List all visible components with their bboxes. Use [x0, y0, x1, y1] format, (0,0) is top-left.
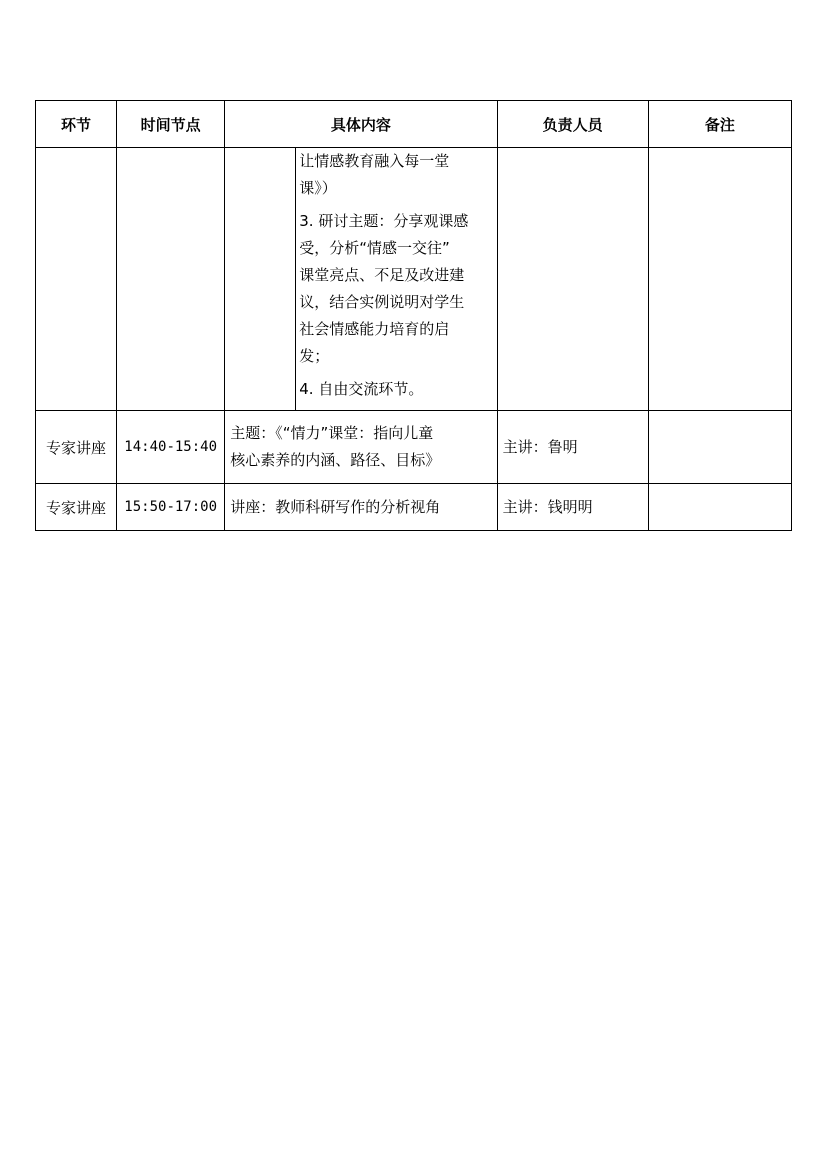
header-content: 具体内容: [225, 101, 497, 148]
nested-content: [225, 148, 496, 410]
stage-cell: 专家讲座: [36, 411, 117, 484]
table-row: [36, 148, 792, 411]
header-stage: 环节: [36, 101, 117, 148]
content-line: 社会情感能力培育的启: [299, 320, 450, 338]
content-line: 发；: [299, 347, 330, 365]
table-row: [36, 411, 792, 484]
time-cell: 14:40-15:40: [117, 411, 225, 484]
content-line: 课堂亮点、不足及改进建: [299, 266, 465, 284]
nested-right-cell: [296, 148, 496, 410]
person-cell-empty: [497, 148, 648, 411]
person-cell: 主讲：鲁明: [497, 411, 648, 484]
stage-cell: 专家讲座: [36, 484, 117, 531]
content-cell: [225, 411, 497, 484]
content-line: 议，结合实例说明对学生: [299, 293, 465, 311]
content-line: 受，分析“情感一交往”: [299, 239, 450, 257]
schedule-table: [35, 100, 792, 531]
table-row: [36, 484, 792, 531]
content-cell: 讲座：教师科研写作的分析视角: [225, 484, 497, 531]
content-line: 3. 研讨主题：分享观课感: [299, 212, 469, 230]
nested-left-cell: [225, 148, 296, 410]
time-cell: 15:50-17:00: [117, 484, 225, 531]
person-cell: 主讲：钱明明: [497, 484, 648, 531]
content-line: 让情感教育融入每一堂: [299, 152, 450, 170]
header-time: 时间节点: [117, 101, 225, 148]
header-person: 负责人员: [497, 101, 648, 148]
remark-cell: [648, 484, 791, 531]
content-line: 主题：《“情力”课堂：指向儿童: [230, 424, 434, 442]
content-line: 4. 自由交流环节。: [299, 380, 424, 398]
table-header-row: [36, 101, 792, 148]
content-cell-continued: [225, 148, 497, 411]
content-line: 核心素养的内涵、路径、目标》: [230, 451, 441, 469]
stage-cell-empty: [36, 148, 117, 411]
remark-cell: [648, 411, 791, 484]
time-cell-empty: [117, 148, 225, 411]
remark-cell-empty: [648, 148, 791, 411]
content-line: 课》）: [299, 179, 337, 197]
header-remark: 备注: [648, 101, 791, 148]
